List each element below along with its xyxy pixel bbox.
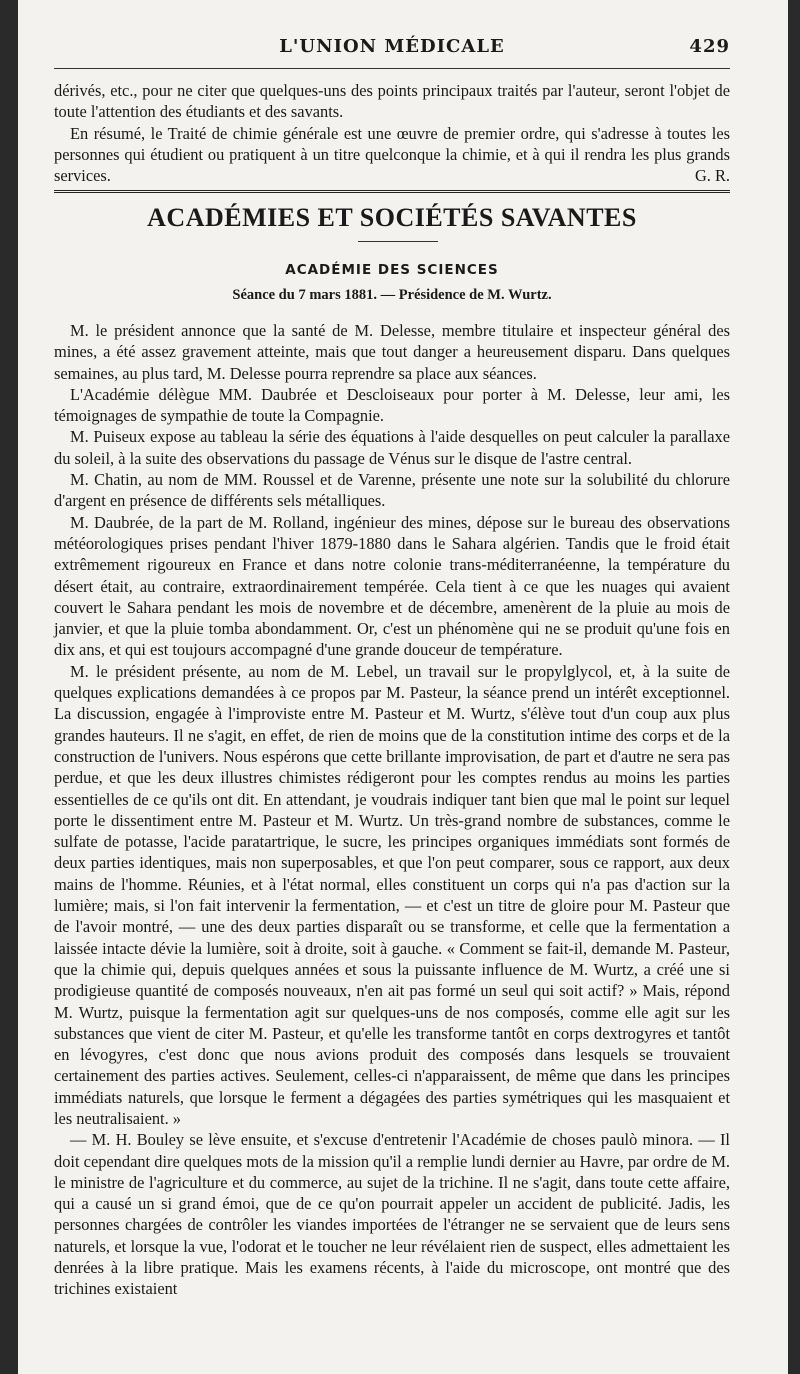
paragraph-7: — M. H. Bouley se lève ensuite, et s'excuse d'entretenir l'Académie de choses paulò minora. — Il doit cependant dire quelques mots de la mission qu'il a remplie lundi dernier au Havre, par ordre de M. le ministre de l'agriculture et du commerce, au sujet de la trichine. Il ne s'agit, dans toute cette affaire, qui a causé un si grand émoi, que de ce qu'on pourrait appeler un accident de publicité. Jadis, les personnes chargées de contrôler les viandes importées de l'étranger ne se servaient que de leurs sens naturels, et lorsque la vue, l'odorat et le toucher ne leur révélaient rien de suspect, elles admettaient les denrées à la libre pratique. Mais les examens récents, à l'aide du microscope, ont montré que des trichines existaient [54, 1130, 730, 1299]
paragraph-2: L'Académie délègue MM. Daubrée et Descloiseaux pour porter à M. Delesse, leur ami, les témoignages de sympathie de toute la Compagnie. [54, 384, 730, 426]
section-rule [54, 190, 730, 193]
running-title: L'UNION MÉDICALE [279, 36, 505, 57]
paragraph-3: M. Puiseux expose au tableau la série des équations à l'aide desquelles on peut calculer la parallaxe du soleil, à la suite des observations du passage de Vénus sur le disque de l'astre central. [54, 427, 730, 468]
title-underline [358, 241, 438, 242]
seance-line: Séance du 7 mars 1881. — Présidence de M. Wurtz. [232, 287, 552, 303]
header-rule [54, 68, 730, 69]
paragraph-1: M. le président annonce que la santé de M. Delesse, membre titulaire et inspecteur général des mines, a été assez gravement atteinte, mais que tout danger a heureusement disparu. Dans quelques semaines, au plus tard, M. Delesse pourra reprendre sa place aux séances. [54, 321, 730, 383]
paragraph-6: M. le président présente, au nom de M. Lebel, un travail sur le propylglycol, et, à la suite de quelques explications demandées à ce propos par M. Pasteur, la séance prend un intérêt exceptionnel. La discussion, engagée à l'improviste entre M. Pasteur et M. Wurtz, s'élève tout d'un coup aux plus grandes hauteurs. Il ne s'agit, en effet, de rien de moins que de la constitution intime des corps et de la construction de l'univers. Nous espérons que cette brillante improvisation, de part et d'autre ne sera pas perdue, et que les deux illustres chimistes rédigeront pour les comptes rendus au moins les parties essentielles de ce qu'ils ont dit. En attendant, je voudrais indiquer tant bien que mal le point sur lequel porte le dissentiment entre M. Pasteur et M. Wurtz. Un très-grand nombre de substances, comme le sulfate de potasse, l'acide paratartrique, le sucre, les principes organiques immédiats sont formés de deux parties identiques, mais non superposables, et que l'on peut comparer, sous ce rapport, aux deux mains de l'homme. Réunies, et à l'état normal, elles constituent un corps qui n'a pas d'action sur la lumière; mais, si l'on fait intervenir la fermentation, — et c'est un titre de gloire pour M. Pasteur que de l'avoir montré, — une des deux parties disparaît ou se transforme, et celle que la fermentation a laissée intacte dévie la lumière, soit à droite, soit à gauche. « Comment se fait-il, demande M. Pasteur, que la chimie qui, depuis quelques années et sous la puissante influence de M. Wurtz, a créé une si prodigieuse quantité de composés nouveaux, n'en ait pas formé un seul qui soit actif? » Mais, répond M. Wurtz, puisque la fermentation agit sur quelques-uns de nos composés, comme elle agit sur les substances que vient de citer M. Pasteur, et qu'elle les transforme tantôt en corps dextrogyres et tantôt en lévogyres, c'est donc que nous avions produit des composés dans lesquels se trouvaient certainement des parties actives. Seulement, celles-ci n'apparaissent, de même que dans les principes immédiats naturels, que lorsque le ferment a dégagées des parties symétriques qui les masquaient et les neutralisaient. » [54, 661, 730, 1128]
intro-paragraph-2-text: En résumé, le Traité de chimie générale est une œuvre de premier ordre, qui s'adresse à toutes les personnes qui étudient ou pratiquent à un titre quelconque la chimie, et à qui il rendra les plus grands services. [54, 123, 730, 186]
running-head [54, 36, 730, 60]
page-number: 429 [689, 36, 730, 57]
section-subtitle: ACADÉMIE DES SCIENCES [285, 262, 499, 278]
body-text [54, 320, 730, 1300]
page [18, 0, 788, 1374]
paragraph-4: M. Chatin, au nom de MM. Roussel et de Varenne, présente une note sur la solubilité du chlorure d'argent en présence de différents sels métalliques. [54, 470, 730, 511]
intro-paragraph-1: dérivés, etc., pour ne citer que quelques-uns des points principaux traités par l'auteur, seront l'objet de toute l'attention des étudiants et des savants. [54, 81, 730, 122]
paragraph-5: M. Daubrée, de la part de M. Rolland, ingénieur des mines, dépose sur le bureau des observations météorologiques prises pendant l'hiver 1879-1880 dans le Sahara algérien. Tandis que le froid était extrêmement rigoureux en France et dans notre colonie trans-méditerranéenne, la température du désert était, au contraire, extraordinairement tempérée. Cela tient à ce que les nuages qui avaient couvert le Sahara pendant les mois de novembre et de décembre, amenèrent de la pluie au mois de janvier, et que la pluie tomba abondamment. Or, c'est un phénomène qui ne se produit qu'une fois en dix ans, et qui est toujours accompagné d'une grande douceur de température. [54, 512, 730, 660]
intro-text [54, 80, 730, 186]
signature: G. R. [694, 166, 730, 186]
section-title: ACADÉMIES ET SOCIÉTÉS SAVANTES [147, 203, 637, 232]
intro-paragraph-2 [54, 123, 730, 187]
